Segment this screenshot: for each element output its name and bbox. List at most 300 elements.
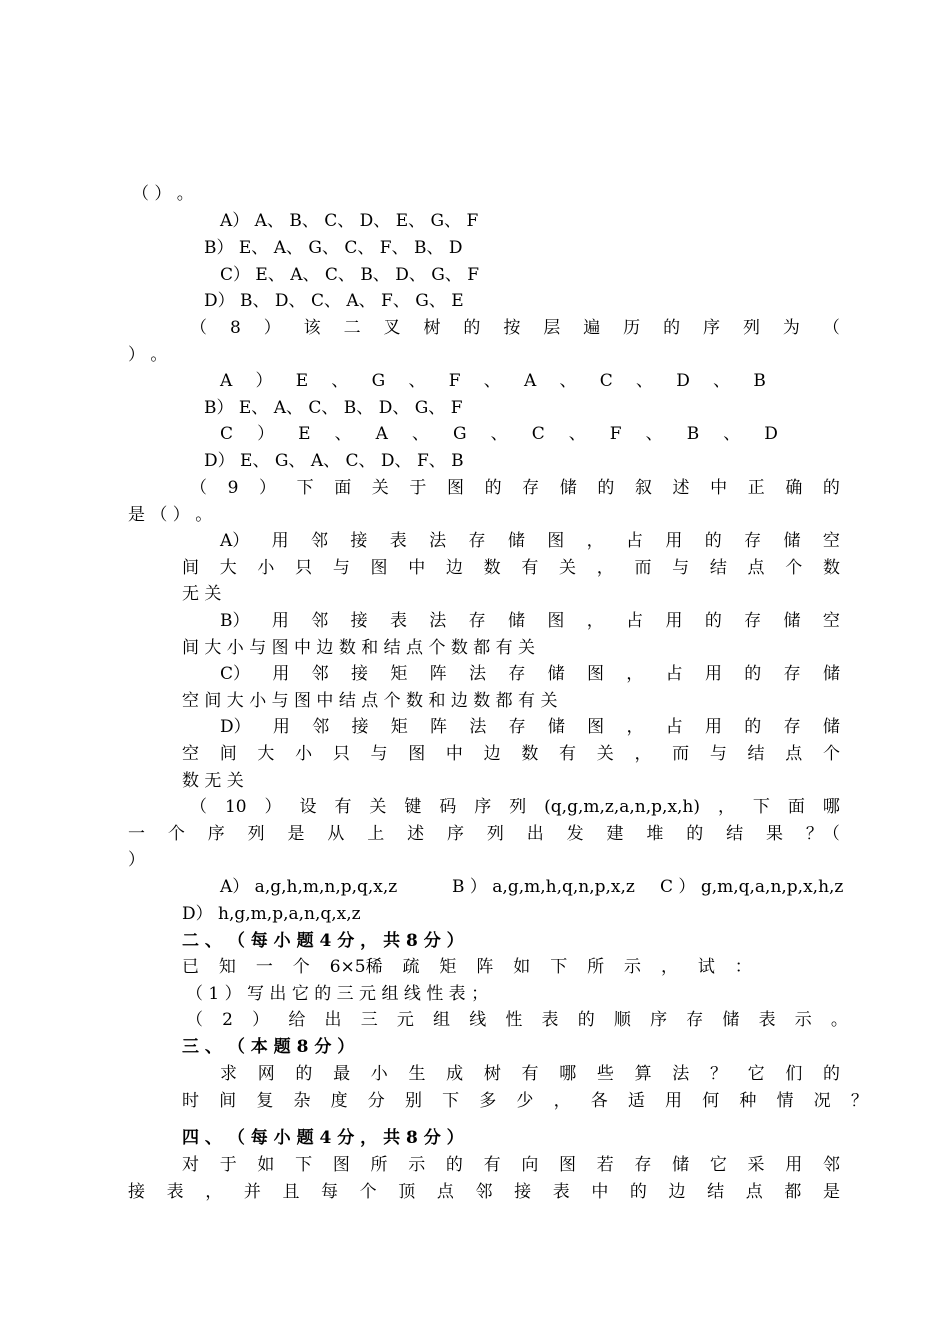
section-3-line-1	[220, 1062, 840, 1086]
text-char: 空	[822, 531, 840, 551]
text-char: 的	[463, 318, 481, 338]
text-char: 的	[744, 664, 762, 684]
text-char: F	[609, 424, 622, 444]
q9-stem-end: 是 （ ） 。	[128, 505, 213, 525]
text-char: 线	[469, 1010, 487, 1030]
text-char: 图	[446, 478, 464, 498]
text-char: 用	[785, 1155, 803, 1175]
text-char: 存	[508, 717, 526, 737]
text-char: 存	[744, 611, 762, 631]
text-char: 结	[747, 744, 765, 764]
text-char: 储	[783, 611, 801, 631]
text-char: ，	[586, 531, 604, 551]
text-char: 发	[566, 824, 584, 844]
text-char: 序	[474, 797, 492, 817]
text-char: ，	[626, 717, 644, 737]
text-char: 与	[370, 744, 388, 764]
text-char: 所	[370, 1155, 388, 1175]
text-char: 关	[369, 797, 387, 817]
text-char: E	[298, 424, 311, 444]
text-char: 接	[351, 717, 369, 737]
text-char: （	[190, 797, 207, 817]
text-char: 的	[744, 717, 762, 737]
text-char: 有	[483, 1155, 501, 1175]
q9-option-d-line3: 数 无 关	[182, 771, 244, 791]
text-char: 关	[596, 744, 614, 764]
text-char: 存	[522, 478, 540, 498]
text-char: 存	[783, 717, 801, 737]
q10-option-c: C ） g,m,q,a,n,p,x,h,z	[660, 877, 844, 897]
q7-option-d: D） B、 D、 C、 A、 F、 G、 E	[204, 291, 464, 311]
text-char: B	[753, 371, 766, 391]
text-char: 历	[623, 318, 641, 338]
text-char: 、	[331, 371, 349, 391]
text-char: ，	[586, 611, 604, 631]
q7-option-a: A） A、 B、 C、 D、 E、 G、 F	[220, 211, 479, 231]
text-char: 给	[288, 1010, 306, 1030]
text-char: 图	[332, 1155, 350, 1175]
text-char: 中	[710, 478, 728, 498]
q9-stem	[190, 476, 840, 500]
text-char: 关	[559, 558, 577, 578]
text-char: 上	[367, 824, 385, 844]
q9-option-a-line2	[182, 556, 840, 580]
text-char: B	[686, 424, 700, 444]
text-char: 、	[559, 371, 577, 391]
text-char: 于	[219, 1155, 237, 1175]
text-char: 向	[521, 1155, 539, 1175]
text-char: 法	[469, 717, 487, 737]
text-char: （	[190, 318, 207, 338]
text-char: C	[220, 424, 234, 444]
text-char: 点	[745, 1182, 763, 1202]
text-char: 一	[128, 824, 145, 844]
text-char: 疏	[402, 957, 420, 977]
text-char: 用	[665, 1091, 683, 1111]
text-char: ？（	[805, 824, 840, 844]
text-char: 知	[218, 957, 236, 977]
text-char: 且	[282, 1182, 300, 1202]
text-char: 面	[787, 797, 805, 817]
text-char: 存	[468, 611, 486, 631]
text-char: 述	[407, 824, 425, 844]
text-char: 如	[257, 1155, 275, 1175]
q7-option-c: C） E、 A、 C、 B、 D、 G、 F	[220, 265, 480, 285]
text-char: 的	[663, 318, 681, 338]
text-char: 对	[182, 1155, 199, 1175]
text-char: 试	[697, 957, 715, 977]
text-char: G	[371, 371, 386, 391]
text-char: 情	[776, 1091, 794, 1111]
text-char: 下	[295, 1155, 313, 1175]
text-char: 邻	[822, 1155, 840, 1175]
text-char: 储	[508, 611, 526, 631]
text-char: 8	[229, 318, 241, 338]
text-char: 点	[785, 744, 803, 764]
text-char: 堆	[646, 824, 664, 844]
q9-option-c-line1	[220, 662, 840, 686]
text-char: 它	[747, 1064, 765, 1084]
text-char: 存	[686, 1010, 704, 1030]
section-4-line-2	[128, 1180, 840, 1204]
text-char: ，	[205, 1182, 223, 1202]
text-char: 储	[507, 531, 525, 551]
q9-option-c-line2: 空 间 大 小 与 图 中 结 点 个 数 和 边 数 都 有 关	[182, 691, 558, 711]
text-char: 用	[271, 611, 289, 631]
text-char: 从	[327, 824, 345, 844]
text-char: ，	[717, 797, 735, 817]
text-char: 码	[439, 797, 457, 817]
q10-option-a: A） a,g,h,m,n,p,q,x,z	[220, 877, 398, 897]
text-char: 、	[411, 424, 429, 444]
text-char: 表	[389, 531, 407, 551]
text-char: 的	[822, 478, 840, 498]
text-char: 的	[597, 478, 615, 498]
text-char: 的	[629, 1182, 647, 1202]
q10-option-b: B ） a,g,m,h,q,n,p,x,z	[452, 877, 635, 897]
text-char: 哪	[559, 1064, 577, 1084]
text-char: 邻	[312, 717, 330, 737]
text-char: 少	[516, 1091, 534, 1111]
text-char: 面	[334, 478, 352, 498]
text-char: 元	[396, 1010, 414, 1030]
q10-stem-line1	[190, 795, 840, 819]
text-char: 阵	[476, 957, 494, 977]
text-char: 接	[514, 1182, 532, 1202]
text-char: 数	[483, 558, 501, 578]
text-char: 图	[370, 558, 388, 578]
text-char: (q,g,m,z,a,n,p,x,h)	[544, 797, 701, 817]
text-char: 性	[505, 1010, 523, 1030]
section-4-line-1	[182, 1153, 840, 1177]
text-char: 的	[577, 1010, 595, 1030]
text-char: 已	[182, 957, 199, 977]
text-char: 结	[707, 1182, 725, 1202]
text-char: 用	[272, 717, 290, 737]
text-char: 下	[752, 797, 770, 817]
text-char: 图	[547, 531, 565, 551]
text-char: C	[531, 424, 545, 444]
text-char: ）	[255, 371, 273, 391]
text-char: 与	[332, 558, 350, 578]
text-char: 、	[568, 424, 586, 444]
text-char: 下	[442, 1091, 460, 1111]
text-char: 空	[182, 744, 199, 764]
text-char: A	[220, 371, 233, 391]
text-char: 各	[590, 1091, 608, 1111]
text-char: 关	[371, 478, 389, 498]
text-char: 果	[766, 824, 783, 844]
text-char: A	[375, 424, 388, 444]
text-char: 法	[429, 611, 447, 631]
text-char: 表	[541, 1010, 559, 1030]
text-char: ？	[850, 1091, 868, 1111]
text-char: 求	[220, 1064, 237, 1084]
text-char: 们	[785, 1064, 803, 1084]
text-char: 间	[182, 558, 199, 578]
q8-option-c	[220, 422, 778, 446]
text-char: 法	[468, 664, 486, 684]
text-char: 与	[709, 744, 727, 764]
text-char: 图	[408, 744, 426, 764]
text-char: 大	[257, 744, 275, 764]
text-char: 占	[665, 664, 683, 684]
text-char: 矩	[390, 664, 408, 684]
text-char: 个	[785, 558, 803, 578]
text-char: 有	[521, 1064, 539, 1084]
text-char: 叉	[383, 318, 401, 338]
text-char: 边	[483, 744, 501, 764]
q10-stem-line2	[128, 822, 840, 846]
text-char: 。	[830, 1010, 848, 1030]
text-char: D	[676, 371, 690, 391]
text-char: 储	[822, 664, 840, 684]
text-char: 个	[359, 1182, 377, 1202]
text-char: 而	[672, 744, 690, 764]
text-char: D）	[220, 717, 251, 737]
text-char: 二	[343, 318, 361, 338]
text-char: 接	[351, 664, 368, 684]
text-char: 示	[624, 957, 642, 977]
q8-stem-end: ） 。	[128, 345, 168, 365]
text-char: 一	[255, 957, 273, 977]
text-char: ，	[660, 957, 678, 977]
text-char: 占	[626, 611, 644, 631]
text-char: 若	[596, 1155, 614, 1175]
section-2-intro	[182, 955, 752, 979]
text-char: 列	[247, 824, 265, 844]
text-char: 存	[744, 531, 762, 551]
q7-option-b: B） E、 A、 G、 C、 F、 B、 D	[204, 238, 463, 258]
q9-option-d-line2	[182, 742, 840, 766]
text-char: 的	[295, 1064, 313, 1084]
text-char: 下	[550, 957, 568, 977]
text-char: 存	[468, 531, 486, 551]
text-char: 哪	[822, 797, 840, 817]
text-char: 只	[295, 558, 313, 578]
text-char: 表	[166, 1182, 184, 1202]
text-char: 邻	[311, 664, 329, 684]
text-char: 点	[747, 558, 765, 578]
text-char: 的	[704, 531, 722, 551]
text-char: A）	[220, 531, 250, 551]
text-char: 储	[547, 717, 565, 737]
text-char: 表	[758, 1010, 776, 1030]
text-char: 是	[822, 1182, 840, 1202]
text-char: 存	[634, 1155, 652, 1175]
text-char: 用	[665, 611, 683, 631]
text-char: E	[295, 371, 309, 391]
section-3-line-2	[182, 1089, 868, 1113]
text-char: 有	[521, 558, 539, 578]
q8-option-d: D） E、 G、 A、 C、 D、 F、 B	[204, 451, 464, 471]
text-char: 述	[672, 478, 690, 498]
text-char: ，	[634, 744, 652, 764]
text-char: 出	[526, 824, 544, 844]
text-char: 图	[586, 664, 604, 684]
text-char: 图	[587, 717, 605, 737]
text-char: 的	[445, 1155, 463, 1175]
text-char: 复	[256, 1091, 274, 1111]
text-char: 的	[484, 478, 502, 498]
text-char: ，	[553, 1091, 571, 1111]
text-char: 储	[722, 1010, 740, 1030]
text-char: 储	[559, 478, 577, 498]
text-char: 适	[627, 1091, 645, 1111]
text-char: ，	[596, 558, 614, 578]
text-char: 树	[483, 1064, 501, 1084]
text-char: 序	[703, 318, 721, 338]
text-char: 数	[521, 744, 539, 764]
text-char: 接	[350, 611, 368, 631]
text-char: 接	[350, 531, 368, 551]
text-char: D	[764, 424, 778, 444]
text-char: 的	[823, 1064, 840, 1084]
text-char: 、	[723, 424, 741, 444]
text-char: 只	[332, 744, 350, 764]
text-char: 些	[596, 1064, 614, 1084]
text-char: 算	[634, 1064, 652, 1084]
text-char: 于	[409, 478, 427, 498]
text-char: ）	[252, 1010, 270, 1030]
text-char: 所	[587, 957, 605, 977]
text-char: 最	[333, 1064, 351, 1084]
text-char: 邻	[311, 611, 329, 631]
q10-option-d: D） h,g,m,p,a,n,q,x,z	[182, 904, 361, 924]
text-char: 确	[785, 478, 803, 498]
text-char: 用	[271, 531, 289, 551]
text-char: 按	[503, 318, 521, 338]
text-char: 树	[423, 318, 441, 338]
text-char: 三	[360, 1010, 378, 1030]
text-char: 是	[287, 824, 305, 844]
text-char: 序	[650, 1010, 668, 1030]
section-2-item-1: （ 1 ） 写 出 它 的 三 元 组 线 性 表 ；	[186, 984, 489, 1004]
text-char: 用	[665, 531, 683, 551]
text-char: 顺	[613, 1010, 631, 1030]
q9-option-d-line1	[220, 715, 840, 739]
text-char: C）	[220, 664, 251, 684]
text-char: 采	[747, 1155, 765, 1175]
text-char: 小	[257, 558, 275, 578]
text-char: 占	[626, 531, 644, 551]
text-char: 小	[370, 1064, 388, 1084]
text-char: 间	[219, 1091, 237, 1111]
text-char: 中	[591, 1182, 609, 1202]
text-char: G	[453, 424, 467, 444]
text-char: 下	[296, 478, 314, 498]
text-char: 、	[713, 371, 731, 391]
text-char: 接	[128, 1182, 145, 1202]
text-char: 它	[709, 1155, 727, 1175]
text-char: 并	[243, 1182, 261, 1202]
text-char: 存	[783, 664, 801, 684]
text-char: 生	[408, 1064, 426, 1084]
text-char: 、	[645, 424, 663, 444]
text-char: 如	[513, 957, 531, 977]
text-char: 序	[447, 824, 464, 844]
text-char: 示	[794, 1010, 812, 1030]
text-char: 时	[182, 1091, 199, 1111]
text-char: ）	[264, 797, 282, 817]
text-char: 个	[167, 824, 185, 844]
text-char: 正	[747, 478, 765, 498]
text-char: 有	[559, 744, 577, 764]
q9-option-a-line1	[220, 529, 840, 553]
text-char: 、	[408, 371, 426, 391]
text-char: 出	[324, 1010, 342, 1030]
text-char: 列	[509, 797, 527, 817]
text-char: 网	[257, 1064, 275, 1084]
text-char: 设	[299, 797, 317, 817]
text-char: 存	[508, 664, 526, 684]
text-char: 图	[547, 611, 565, 631]
text-char: 9	[227, 478, 239, 498]
text-char: 列	[486, 824, 504, 844]
text-char: 储	[783, 531, 801, 551]
text-char: 层	[543, 318, 561, 338]
text-char: B）	[220, 611, 250, 631]
text-char: 成	[446, 1064, 464, 1084]
text-char: 种	[739, 1091, 757, 1111]
text-char: 叙	[634, 478, 652, 498]
text-char: （	[822, 318, 840, 338]
text-char: 表	[552, 1182, 570, 1202]
text-char: ）	[263, 318, 281, 338]
text-char: C	[599, 371, 613, 391]
text-char: 小	[295, 744, 313, 764]
text-char: 都	[784, 1182, 802, 1202]
text-char: ）	[257, 424, 275, 444]
q9-option-a-line3: 无 关	[182, 584, 222, 604]
text-char: 空	[822, 611, 840, 631]
q8-option-b: B） E、 A、 C、 B、 D、 G、 F	[204, 398, 463, 418]
text-char: 与	[672, 558, 690, 578]
text-char: 大	[219, 558, 237, 578]
text-char: 表	[389, 611, 407, 631]
text-char: 矩	[439, 957, 457, 977]
text-char: 为	[782, 318, 800, 338]
text-char: 中	[408, 558, 426, 578]
text-char: 该	[303, 318, 321, 338]
text-char: 邻	[475, 1182, 493, 1202]
text-char: 列	[742, 318, 760, 338]
text-char: A	[523, 371, 537, 391]
text-char: 而	[634, 558, 652, 578]
text-char: 况	[813, 1091, 831, 1111]
text-char: F	[448, 371, 461, 391]
text-char: 个	[822, 744, 840, 764]
text-char: 的	[704, 611, 722, 631]
text-char: 间	[219, 744, 237, 764]
text-char: 、	[483, 371, 501, 391]
text-char: 分	[367, 1091, 385, 1111]
text-char: 法	[672, 1064, 690, 1084]
text-char: 邻	[311, 531, 329, 551]
text-char: 顶	[398, 1182, 416, 1202]
text-char: ？	[709, 1064, 727, 1084]
text-char: 结	[709, 558, 727, 578]
q8-stem	[190, 316, 840, 340]
text-char: （	[186, 1010, 203, 1030]
text-char: 每	[321, 1182, 339, 1202]
text-char: 6×5稀	[329, 957, 383, 977]
q7-stem-end: （ ） 。	[132, 184, 194, 204]
text-char: 占	[665, 717, 683, 737]
text-char: 别	[404, 1091, 422, 1111]
text-char: 杂	[293, 1091, 311, 1111]
text-char: 图	[559, 1155, 577, 1175]
